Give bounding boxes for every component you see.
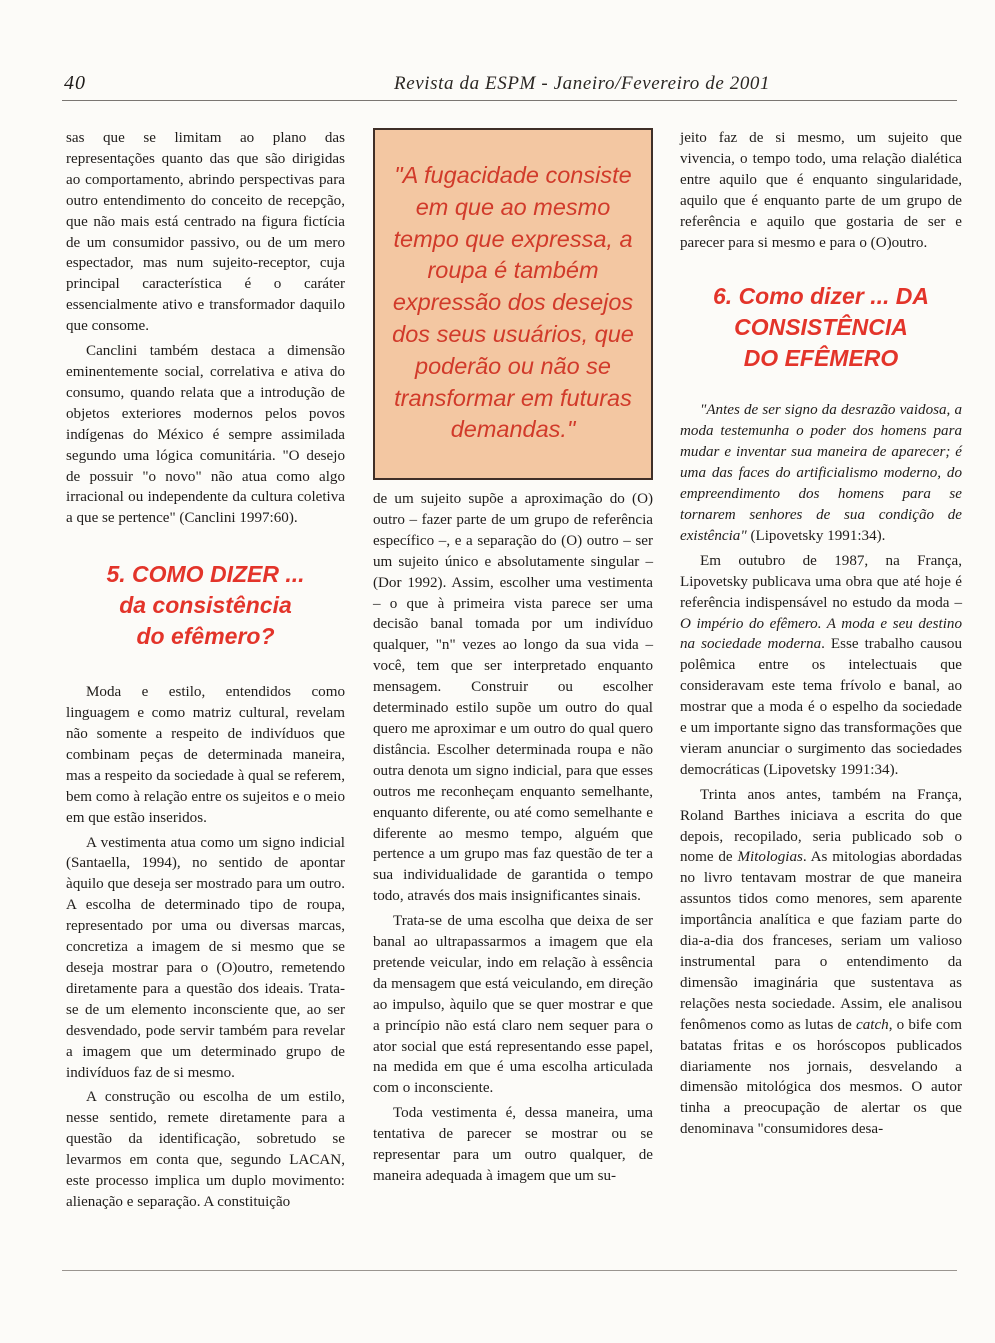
pull-quote-box bbox=[373, 128, 653, 480]
paragraph: de um sujeito supõe a aproximação do (O) outro – fazer parte de um grupo de referência específico –, e a separação do (O) outro – ser um sujeito único e absolutamente singular – (Dor 1992). Assim, escolher uma vestimenta – o que à primeira vista parece ser uma decisão banal tomada por um indivíduo qualquer, "n" vezes ao longo da sua vida – você, tem que ser interpretado enquanto mensagem. Construir ou escolher determinado estilo supõe um outro do qual quero me aproximar e um outro do qual quero distância. Escolher determinada roupa e não outra denota um signo indicial, para que esses outros me reconheçam enquanto semelhante, enquanto diferente, ou até como semelhante e diferente ao mesmo tempo, alguém que pertence a um grupo mas faz questão de ter a sua individualidade de garantida o tempo todo, através dos mais insignificantes sinais. bbox=[373, 491, 653, 905]
paragraph-text: Trinta anos antes, também na França, Roland Barthes iniciava a escrita do que depois, recopilado, seria publicado sob o nome de bbox=[680, 786, 962, 866]
pull-quote-line: expressão dos desejos bbox=[392, 289, 634, 316]
pull-quote-text bbox=[389, 160, 637, 446]
column-3 bbox=[680, 128, 962, 1140]
pull-quote-line: poderão ou não se bbox=[415, 352, 611, 379]
paragraph: Moda e estilo, entendidos como linguagem e como matriz cultural, revelam não somente a respeito de indivíduos que combinam peças de determinada maneira, mas a respeito da sociedade à qual se referem, bem como à relação entre os sujeitos e o meio em que estão inseridos. bbox=[66, 684, 345, 826]
paragraph: Toda vestimenta é, dessa maneira, uma tentativa de parecer se mostrar ou se representar para um outro qualquer, de maneira adequada à imagem que um su- bbox=[373, 1105, 653, 1184]
column-2 bbox=[373, 489, 653, 1187]
pull-quote-line: dos seus usuários, que bbox=[392, 320, 634, 347]
epigraph-citation: (Lipovetsky 1991:34). bbox=[746, 527, 886, 544]
paragraph: A construção ou escolha de um estilo, nesse sentido, remete diretamente para a questão da identificação, sobretudo se levarmos em conta que, segundo LACAN, este processo implica um duplo movimento: alienação e separação. A constituição bbox=[66, 1089, 345, 1210]
heading-line: DO EFÊMERO bbox=[743, 345, 899, 372]
book-title: Mitologias bbox=[737, 849, 803, 866]
pull-quote-line: "A fugacidade consiste bbox=[394, 162, 632, 188]
pull-quote-line: em que ao mesmo bbox=[415, 193, 611, 220]
term: catch bbox=[856, 1016, 889, 1033]
page-header bbox=[62, 70, 957, 101]
epigraph-text: "Antes de ser signo da desrazão vaidosa, a moda testemunha o poder dos homens para mudar e inventar sua maneira de aparecer; é uma das faces do artificialismo moderno, do empreendimento dos homens para se tornarem senhores de sua condição de existência" bbox=[680, 402, 962, 544]
paragraph-text: . As mitologias abordadas no livro tentavam mostrar de que maneira assuntos tidos como menores, sem aparente importância analítica e que faziam parte do dia-a-dia dos franceses, seriam um valioso instrumental para o entendimento da dimensão imaginária que sustentava as relações nesta sociedade. Assim, ele analisou fenômenos como as lutas de bbox=[680, 849, 963, 1033]
footer-rule bbox=[62, 1270, 957, 1271]
paragraph bbox=[680, 785, 962, 1140]
heading-line: da consistência bbox=[119, 592, 292, 619]
paragraph: A vestimenta atua como um signo indicial (Santaella, 1994), no sentido de apontar àquilo que deseja ser mostrado para um outro. A escolha de determinado tipo de roupa, representado por uma ou diversas marcas, concretiza a imagem de si mesmo que se deseja mostrar para o (O)outro, remetendo diretamente para a questão dos ideais. Trata-se de um elemento inconsciente que, ao ser desvendado, pode servir também para revelar a imagem que um determinado grupo de indivíduos faz de si mesmo. bbox=[66, 834, 345, 1081]
pull-quote-line: tempo que expressa, a bbox=[393, 225, 633, 252]
paragraph: Trata-se de uma escolha que deixa de ser banal ao ultrapassarmos a imagem que ela pretende veicular, indo em relação à essência da mensagem que está veiculando, em direção ao impulso, àquilo que se quer mostrar e que a princípio não está claro nem sequer para o ator social que está representando esse papel, na medida em que é uma escolha articulada com o inconsciente. bbox=[373, 913, 653, 1097]
pull-quote-line: transformar em futuras bbox=[394, 384, 632, 411]
paragraph-text: . Esse trabalho causou polêmica entre os intelectuais que consideravam este tema frívolo e banal, ao mostrar que a moda é o espelho da sociedade e um importante signo das transformações que vieram anunciar o surgimento das sociedades democráticas (Lipovetsky 1991:34). bbox=[680, 636, 962, 778]
paragraph-text: Em outubro de 1987, na França, Lipovetsky publicava uma obra que até hoje é referência indispensável no estudo da moda – bbox=[680, 552, 962, 611]
pull-quote-line: demandas." bbox=[450, 416, 576, 443]
paragraph: jeito faz de si mesmo, um sujeito que vivencia, o tempo todo, uma relação dialética entre aquilo que é enquanto singularidade, aquilo que é enquanto parte de um grupo de referência e aquilo que gostaria de ser e parecer para si mesmo e para o (O)outro. bbox=[680, 130, 962, 251]
pull-quote-line: roupa é também bbox=[427, 257, 599, 284]
section-heading-6 bbox=[680, 281, 962, 374]
epigraph-quote bbox=[680, 400, 962, 546]
heading-line: CONSISTÊNCIA bbox=[734, 314, 908, 341]
paragraph: sas que se limitam ao plano das representações quanto das que são dirigidas ao comportamento, abrindo perspectivas para outro entendimento do conceito de recepção, que não mais está centrado na figura fictícia de um consumidor passivo, ou de um mero espectador, mas num sujeito-receptor, cuja principal característica é o caráter essencialmente ativo e transformador daquilo que consome. bbox=[66, 130, 345, 335]
column-1 bbox=[66, 128, 345, 1213]
section-heading-5 bbox=[66, 559, 345, 652]
running-title: Revista da ESPM - Janeiro/Fevereiro de 2001 bbox=[394, 73, 771, 94]
book-title: O império do efêmero. A moda e seu destino na sociedade moderna bbox=[680, 615, 962, 653]
heading-line: 5. COMO DIZER ... bbox=[106, 561, 305, 588]
paragraph: Canclini também destaca a dimensão eminentemente social, correlativa e ativa do consumo, quando relata que a introdução de objetos exteriores modernos pelos povos indígenas do México é sempre assimilada segundo uma lógica comunitária. "O desejo de possuir "o novo" não atua como algo irracional ou independente da cultura coletiva a que se pertence" (Canclini 1997:60). bbox=[66, 343, 345, 527]
heading-line: 6. Como dizer ... DA bbox=[713, 283, 929, 310]
heading-line: do efêmero? bbox=[136, 623, 275, 650]
page-number: 40 bbox=[64, 72, 86, 94]
paragraph bbox=[680, 551, 962, 781]
paragraph-text: , o bife com batatas fritas e os horóscopos publicados diariamente nos jornais, desvelando a dimensão mitológica dos mesmos. O autor tinha a preocupação de alertar os que denominava "consumidores desa- bbox=[680, 1016, 962, 1138]
